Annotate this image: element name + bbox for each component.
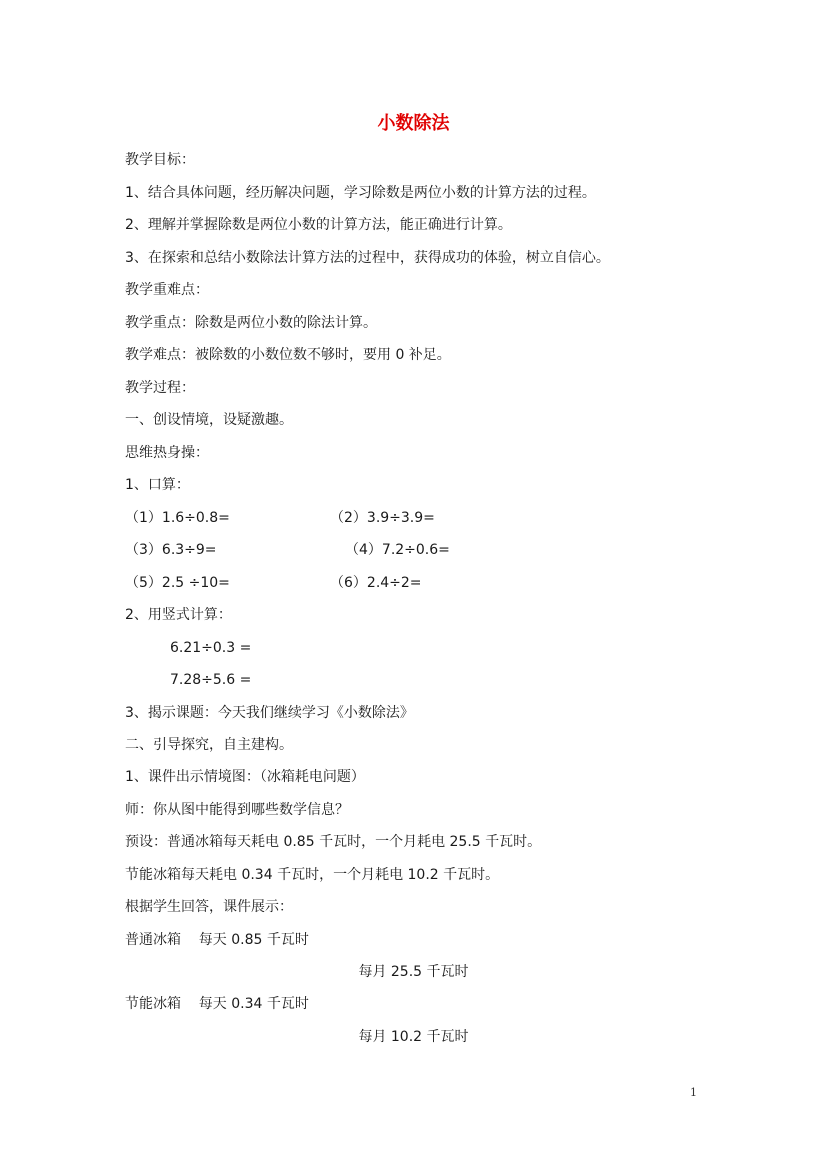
vertical-problem-1: 6.21÷0.3 = <box>170 640 252 656</box>
reveal-topic: 3、揭示课题：今天我们继续学习《小数除法》 <box>125 705 414 721</box>
key-point: 教学重点：除数是两位小数的除法计算。 <box>125 315 377 331</box>
difficult-point: 教学难点：被除数的小数位数不够时，要用 0 补足。 <box>125 347 451 363</box>
key-heading: 教学重难点： <box>125 282 209 298</box>
vertical-problem-2: 7.28÷5.6 = <box>170 672 252 688</box>
goal-item-3: 3、在探索和总结小数除法计算方法的过程中，获得成功的体验，树立自信心。 <box>125 250 610 266</box>
saving-fridge-daily: 节能冰箱 每天 0.34 千瓦时 <box>125 996 309 1012</box>
oral-problem-3: （3）6.3÷9= <box>125 542 217 558</box>
document-title: 小数除法 <box>377 113 450 134</box>
saving-fridge-monthly: 每月 10.2 千瓦时 <box>358 1029 469 1045</box>
preset-answer: 预设：普通冰箱每天耗电 0.85 千瓦时，一个月耗电 25.5 千瓦时。 <box>125 834 542 850</box>
oral-problem-5: （5）2.5 ÷10= <box>125 575 230 591</box>
oral-problem-4: （4）7.2÷0.6= <box>345 542 450 558</box>
teacher-question: 师：你从图中能得到哪些数学信息？ <box>125 802 349 818</box>
process-heading: 教学过程： <box>125 380 195 396</box>
goal-item-2: 2、理解并掌握除数是两位小数的计算方法，能正确进行计算。 <box>125 217 512 233</box>
vertical-heading: 2、用竖式计算： <box>125 607 232 623</box>
display-line: 根据学生回答，课件展示： <box>125 899 293 915</box>
section-heading-2: 二、引导探究，自主建构。 <box>125 737 293 753</box>
section-heading-1: 一、创设情境，设疑激趣。 <box>125 412 293 428</box>
goals-heading: 教学目标： <box>125 152 195 168</box>
oral-problem-6: （6）2.4÷2= <box>330 575 422 591</box>
page-number: 1 <box>690 1086 697 1099</box>
courseware-line: 1、课件出示情境图：（冰箱耗电问题） <box>125 769 365 785</box>
oral-heading: 1、口算： <box>125 477 190 493</box>
saving-fridge-line: 节能冰箱每天耗电 0.34 千瓦时，一个月耗电 10.2 千瓦时。 <box>125 867 500 883</box>
normal-fridge-monthly: 每月 25.5 千瓦时 <box>358 964 469 980</box>
normal-fridge-daily: 普通冰箱 每天 0.85 千瓦时 <box>125 932 309 948</box>
oral-problem-1: （1）1.6÷0.8= <box>125 510 230 526</box>
oral-problem-2: （2）3.9÷3.9= <box>330 510 435 526</box>
goal-item-1: 1、结合具体问题，经历解决问题，学习除数是两位小数的计算方法的过程。 <box>125 185 596 201</box>
warmup-heading: 思维热身操： <box>125 445 209 461</box>
